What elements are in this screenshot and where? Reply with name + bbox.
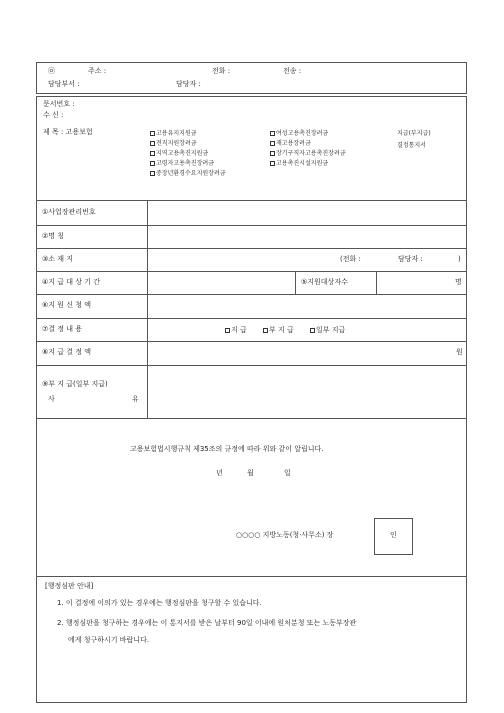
field-reason-left: 사 — [48, 395, 55, 403]
subsidy-item[interactable]: 고용촉진시설지원금 — [270, 158, 346, 168]
dept-label: 담당부서 : — [48, 80, 80, 88]
checkbox-icon — [150, 151, 155, 156]
option-partial[interactable]: 일부 지급 — [310, 326, 345, 334]
subsidy-item[interactable]: 장기구직자고용촉진장려금 — [270, 148, 346, 158]
field-name: ②명 칭 — [42, 232, 65, 240]
date-year: 년 — [216, 469, 223, 477]
headcount-unit: 명 — [455, 278, 462, 286]
seal-mark: 인 — [390, 531, 397, 539]
field-requested-amount: ⑥지 원 신 청 액 — [42, 301, 91, 309]
field-decided-amount: ⑧지 급 결 정 액 — [42, 348, 91, 356]
issuing-office: ○○○○ 지방노동(청·사무소) 장 — [236, 531, 334, 539]
appeal-item-1: 1. 이 결정에 이의가 있는 경우에는 행정심판을 청구할 수 있습니다. — [57, 599, 262, 607]
option-no-pay[interactable]: 부 지 급 — [263, 326, 294, 334]
checkbox-icon — [270, 131, 275, 136]
subsidy-list-2 — [270, 128, 346, 168]
field-headcount: ⑤지원대상자수 — [301, 278, 348, 286]
checkbox-icon — [150, 141, 155, 146]
fax-label: 전송 : — [283, 67, 302, 75]
date-month: 월 — [247, 469, 254, 477]
subsidy-item[interactable]: 중장년환경수요지원장려금 — [150, 168, 226, 178]
checkbox-icon — [270, 161, 275, 166]
appeal-item-2b: 에게 청구하시기 바랍니다. — [68, 636, 150, 644]
person-label: 담당자 : — [176, 80, 201, 88]
subsidy-item[interactable]: 고령자고용촉진장려금 — [150, 158, 226, 168]
notice-body: 고용보험법시행규칙 제35조의 규정에 따라 위와 같이 알립니다. — [130, 445, 324, 453]
subsidy-item[interactable]: 재고용장려금 — [270, 138, 346, 148]
field-business-id: ①사업장관리번호 — [42, 208, 96, 216]
subsidy-item[interactable]: 지역고용촉진지원금 — [150, 148, 226, 158]
subsidy-item[interactable]: 여성고용촉진장려금 — [270, 128, 346, 138]
location-person: 담당자 : — [398, 255, 423, 263]
field-reason-line1: ⑨부 지 급(일부 지급) — [42, 380, 108, 388]
recipient-label: 수 신 : — [43, 111, 64, 119]
field-period: ④지 급 대 상 기 간 — [42, 278, 100, 286]
appeal-item-2a: 2. 행정심판을 청구하는 경우에는 이 통지서를 받은 날부터 90일 이내에 원처분청 또는 노동부장관 — [57, 619, 357, 627]
decision-title-2: 결정통지서 — [397, 142, 426, 149]
option-pay[interactable]: 지 급 — [225, 326, 247, 334]
form-frame — [36, 96, 467, 703]
doc-no-label: 문서번호 : — [43, 100, 75, 108]
subject-label: 제 목 : 고용보험 — [43, 128, 93, 136]
field-location: ③소 재 지 — [42, 255, 74, 263]
circle-mark: ㉧ — [48, 67, 55, 75]
decision-options — [225, 325, 345, 335]
subsidy-list-1 — [150, 128, 226, 178]
date-day: 일 — [284, 469, 291, 477]
decision-title-1: 지급(부지급) — [397, 130, 431, 137]
phone-label: 전화 : — [212, 67, 231, 75]
checkbox-icon — [150, 131, 155, 136]
checkbox-icon — [150, 161, 155, 166]
location-phone: (전화 : — [340, 255, 361, 263]
field-reason-right: 유 — [132, 395, 139, 403]
checkbox-icon — [270, 141, 275, 146]
subsidy-item[interactable]: 전직지원장려금 — [150, 138, 226, 148]
checkbox-icon — [263, 328, 268, 333]
decided-amount-unit: 원 — [456, 348, 463, 356]
field-decision: ⑦결 정 내 용 — [42, 325, 82, 333]
location-close: ) — [458, 255, 461, 263]
checkbox-icon — [150, 171, 155, 176]
checkbox-icon — [270, 151, 275, 156]
subsidy-item[interactable]: 고용유지지원금 — [150, 128, 226, 138]
address-label: 주소 : — [88, 67, 107, 75]
appeal-title: [행정심판 안내] — [45, 582, 94, 590]
checkbox-icon — [310, 328, 315, 333]
checkbox-icon — [225, 328, 230, 333]
